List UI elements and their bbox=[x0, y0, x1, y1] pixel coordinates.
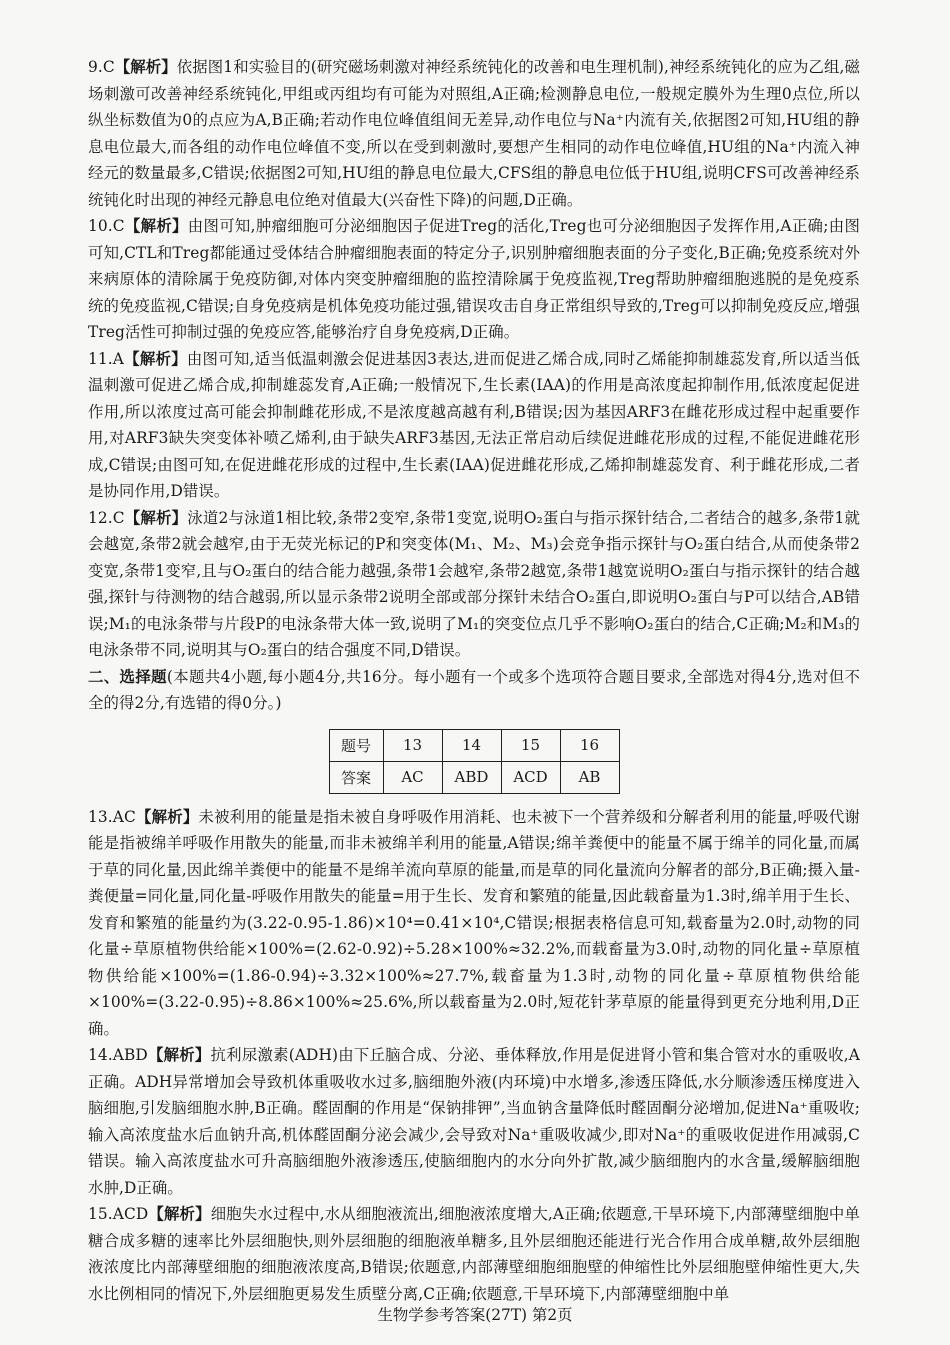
answer-table-answer-row bbox=[329, 761, 619, 793]
table-cell: ACD bbox=[501, 761, 560, 793]
table-cell: 13 bbox=[383, 729, 442, 761]
page-footer: 生物学参考答案(27T) 第2页 bbox=[377, 1306, 573, 1324]
explanation-item-12: 12.C【解析】泳道2与泳道1相比较,条带2变窄,条带1变宽,说明O₂蛋白与指示探针结合,二者结合的越多,条带1就会越宽,条带2就会越窄,由于无荧光标记的P和突变体(M₁、M₂、M₃)会竞争指示探针与O₂蛋白结合,从而使条带2变宽,条带1变窄,且与O₂蛋白的结合能力越强,条带1会越窄,条带2越宽,条带1越宽说明O₂蛋白与指示探针的结合越强,探针与待测物的结合越弱,所以显示条带2说明全部或部分探针未结合O₂蛋白,即说明O₂蛋白与P可以结合,AB错误;M₁的电泳条带与片段P的电泳条带大体一致,说明了M₁的突变位点几乎不影响O₂蛋白的结合,C正确;M₂和M₃的电泳条带不同,说明其与O₂蛋白的结合强度不同,D错误。 bbox=[88, 508, 861, 659]
explanation-text: 依据图1和实验目的(研究磁场刺激对神经系统钝化的改善和电生理机制),神经系统钝化的应为乙组,磁场刺激可改善神经系统钝化,甲组或丙组均有可能为对照组,A正确;检测静息电位,一般规定膜外为生理0点位,所以纵坐标数值为0的点应为A,B正确;若动作电位峰值组间无差异,动作电位与Na⁺内流有关,依据图2可知,HU组的静息电位最大,而各组的动作电位峰值不变,所以在受到刺激时,要想产生相同的动作电位峰值,HU组的Na⁺内流入神经元的数量最多,C错误;依据图2可知,HU组的静息电位最大,CFS组的静息电位低于HU组,说明CFS可改善神经系统钝化时出现的神经元静息电位绝对值最大(兴奋性下降)的问题,D正确。 bbox=[88, 58, 860, 209]
table-cell: AC bbox=[383, 761, 442, 793]
answer-table-header-row bbox=[329, 729, 619, 761]
table-answer-label: 答案 bbox=[329, 761, 383, 793]
explanation-item-11: 11.A【解析】由图可知,适当低温刺激会促进基因3表达,进而促进乙烯合成,同时乙烯能抑制雄蕊发育,所以适当低温刺激可促进乙烯合成,抑制雄蕊发育,A正确;一般情况下,生长素(IAA)的作用是高浓度起抑制作用,低浓度起促进作用,所以浓度过高可能会抑制雌花形成,不是浓度越高越有利,B错误;因为基因ARF3在雌花形成过程中起重要作用,对ARF3缺失突变体补喷乙烯利,由于缺失ARF3基因,无法正常启动后续促进雌花形成的过程,不能促进雌花形成,C错误;由图可知,在促进雌花形成的过程中,生长素(IAA)促进雌花形成,乙烯抑制雄蕊发育、利于雌花形成,二者是协同作用,D错误。 bbox=[88, 349, 860, 500]
table-cell: ABD bbox=[442, 761, 501, 793]
explanation-item-10: 10.C【解析】由图可知,肿瘤细胞可分泌细胞因子促进Treg的活化,Treg也可分泌细胞因子发挥作用,A正确;由图可知,CTL和Treg都能通过受体结合肿瘤细胞表面的特定分子,识别肿瘤细胞表面的分子变化,B正确;免疫系统对外来病原体的清除属于免疫防御,对体内突变肿瘤细胞的监控清除属于免疫监视,Treg帮助肿瘤细胞逃脱的是免疫系统的免疫监视,C错误;自身免疫病是机体免疫功能过强,错误攻击自身正常组织导致的,Treg可以抑制免疫反应,增强Treg活性可抑制过强的免疫应答,能够治疗自身免疫病,D正确。 bbox=[88, 217, 860, 341]
explanation-item-9: 9.C【解析】依据图1和实验目的(研究磁场刺激对神经系统钝化的改善和电生理机制),神经系统钝化的应为乙组,磁场刺激可改善神经系统钝化,甲组或丙组均有可能为对照组,A正确;检测静息电位,一般规定膜外为生理0点位,所以纵坐标数值为0的点应为A,B正确;若动作电位峰值组间无差异,动作电位与Na⁺内流有关,依据图2可知,HU组的静息电位最大,而各组的动作电位峰值不变,所以在受到刺激时,要想产生相同的动作电位峰值,HU组的Na⁺内流入神经元的数量最多,C错误;依据图2可知,HU组的静息电位最大,CFS组的静息电位低于HU组,说明CFS可改善神经系统钝化时出现的神经元静息电位绝对值最大(兴奋性下降)的问题,D正确。 bbox=[88, 58, 860, 209]
table-cell: 16 bbox=[560, 729, 619, 761]
explanation-text: 未被利用的能量是指未被自身呼吸作用消耗、也未被下一个营养级和分解者利用的能量,呼吸代谢能是指被绵羊呼吸作用散失的能量,而非未被绵羊利用的能量,A错误;绵羊粪便中的能量不属于绵羊的同化量,而属于草的同化量,因此绵羊粪便中的能量不是绵羊流向草原的能量,而是草的同化量流向分解者的部分,B正确;摄入量-粪便量=同化量,同化量-呼吸作用散失的能量=用于生长、发育和繁殖的能量,因此载畜量为1.3时,绵羊用于生长、发育和繁殖的能量约为(3.22-0.95-1.86)×10⁴=0.41×10⁴,C错误;根据表格信息可知,载畜量为2.0时,动物的同化量÷草原植物供给能×100%=(2.62-0.92)÷5.28×100%≈32.2%,而载畜量为3.0时,动物的同化量÷草原植物供给能×100%=(1.86-0.94)÷3.32×100%≈27.7%,载畜量为1.3时,动物的同化量÷草原植物供给能×100%=(3.22-0.95)÷8.86×100%≈25.6%,所以载畜量为2.0时,短花针茅草原的能量得到更充分地利用,D正确。 bbox=[88, 807, 860, 1038]
answer-page bbox=[88, 54, 860, 1307]
table-cell: 15 bbox=[501, 729, 560, 761]
explanation-item-14: 14.ABD【解析】抗利尿激素(ADH)由下丘脑合成、分泌、垂体释放,作用是促进肾小管和集合管对水的重吸收,A正确。ADH异常增加会导致机体重吸收水过多,脑细胞外液(内环境)中水增多,渗透压降低,水分顺渗透压梯度进入脑细胞,引发脑细胞水肿,B正确。醛固酮的作用是“保钠排钾”,当血钠含量降低时醛固酮分泌增加,促进Na⁺重吸收;输入高浓度盐水后血钠升高,机体醛固酮分泌会减少,会导致对Na⁺重吸收减少,即对Na⁺的重吸收促进作用减弱,C错误。输入高浓度盐水可升高脑细胞外液渗透压,使脑细胞内的水分向外扩散,减少脑细胞内的水含量,缓解脑细胞水肿,D正确。 bbox=[88, 1046, 860, 1197]
explanation-text: 由图可知,肿瘤细胞可分泌细胞因子促进Treg的活化,Treg也可分泌细胞因子发挥作用,A正确;由图可知,CTL和Treg都能通过受体结合肿瘤细胞表面的特定分子,识别肿瘤细胞表面的分子变化,B正确;免疫系统对外来病原体的清除属于免疫防御,对体内突变肿瘤细胞的监控清除属于免疫监视,Treg帮助肿瘤细胞逃脱的是免疫系统的免疫监视,C错误;自身免疫病是机体免疫功能过强,错误攻击自身正常组织导致的,Treg可以抑制免疫反应,增强Treg活性可抑制过强的免疫应答,能够治疗自身免疫病,D正确。 bbox=[88, 217, 860, 341]
table-cell: AB bbox=[560, 761, 619, 793]
table-cell: 14 bbox=[442, 729, 501, 761]
explanation-text: 由图可知,适当低温刺激会促进基因3表达,进而促进乙烯合成,同时乙烯能抑制雄蕊发育,所以适当低温刺激可促进乙烯合成,抑制雄蕊发育,A正确;一般情况下,生长素(IAA)的作用是高浓度起抑制作用,低浓度起促进作用,所以浓度过高可能会抑制雌花形成,不是浓度越高越有利,B错误;因为基因ARF3在雌花形成过程中起重要作用,对ARF3缺失突变体补喷乙烯利,由于缺失ARF3基因,无法正常启动后续促进雌花形成的过程,不能促进雌花形成,C错误;由图可知,在促进雌花形成的过程中,生长素(IAA)促进雌花形成,乙烯抑制雄蕊发育、利于雌花形成,二者是协同作用,D错误。 bbox=[88, 349, 860, 500]
explanation-item-15: 15.ACD【解析】细胞失水过程中,水从细胞液流出,细胞液浓度增大,A正确;依题意,干旱环境下,内部薄壁细胞中单糖合成多糖的速率比外层细胞快,则外层细胞的细胞液单糖多,且外层细胞还能进行光合作用合成单糖,故外层细胞液浓度比内部薄壁细胞的细胞液浓度高,B错误;依题意,内部薄壁细胞细胞壁的伸缩性比外层细胞壁伸缩性更大,失水比例相同的情况下,外层细胞更易发生质壁分离,C正确;依题意,干旱环境下,内部薄壁细胞中单 bbox=[88, 1205, 860, 1303]
explanation-text: 抗利尿激素(ADH)由下丘脑合成、分泌、垂体释放,作用是促进肾小管和集合管对水的重吸收,A正确。ADH异常增加会导致机体重吸收水过多,脑细胞外液(内环境)中水增多,渗透压降低,水分顺渗透压梯度进入脑细胞,引发脑细胞水肿,B正确。醛固酮的作用是“保钠排钾”,当血钠含量降低时醛固酮分泌增加,促进Na⁺重吸收;输入高浓度盐水后血钠升高,机体醛固酮分泌会减少,会导致对Na⁺重吸收减少,即对Na⁺的重吸收促进作用减弱,C错误。输入高浓度盐水可升高脑细胞外液渗透压,使脑细胞内的水分向外扩散,减少脑细胞内的水含量,缓解脑细胞水肿,D正确。 bbox=[88, 1046, 860, 1197]
table-header-label: 题号 bbox=[329, 729, 383, 761]
explanation-text: 泳道2与泳道1相比较,条带2变窄,条带1变宽,说明O₂蛋白与指示探针结合,二者结合的越多,条带1就会越宽,条带2就会越窄,由于无荧光标记的P和突变体(M₁、M₂、M₃)会竞争指示探针与O₂蛋白结合,从而使条带2变宽,条带1变窄,且与O₂蛋白的结合能力越强,条带1会越窄,条带2越宽,条带1越宽说明O₂蛋白与指示探针的结合越强,探针与待测物的结合越弱,所以显示条带2说明全部或部分探针未结合O₂蛋白,即说明O₂蛋白与P可以结合,AB错误;M₁的电泳条带与片段P的电泳条带大体一致,说明了M₁的突变位点几乎不影响O₂蛋白的结合,C正确;M₂和M₃的电泳条带不同,说明其与O₂蛋白的结合强度不同,D错误。 bbox=[88, 508, 861, 659]
explanation-text: 细胞失水过程中,水从细胞液流出,细胞液浓度增大,A正确;依题意,干旱环境下,内部薄壁细胞中单糖合成多糖的速率比外层细胞快,则外层细胞的细胞液单糖多,且外层细胞还能进行光合作用合成单糖,故外层细胞液浓度比内部薄壁细胞的细胞液浓度高,B错误;依题意,内部薄壁细胞细胞壁的伸缩性比外层细胞壁伸缩性更大,失水比例相同的情况下,外层细胞更易发生质壁分离,C正确;依题意,干旱环境下,内部薄壁细胞中单 bbox=[88, 1205, 860, 1303]
section-note: (本题共4小题,每小题4分,共16分。每小题有一个或多个选项符合题目要求,全部选对得4分,选对但不全的得2分,有选错的得0分。) bbox=[88, 667, 860, 712]
answer-table bbox=[329, 729, 620, 794]
explanation-item-13: 13.AC【解析】未被利用的能量是指未被自身呼吸作用消耗、也未被下一个营养级和分解者利用的能量,呼吸代谢能是指被绵羊呼吸作用散失的能量,而非未被绵羊利用的能量,A错误;绵羊粪便中的能量不属于绵羊的同化量,而属于草的同化量,因此绵羊粪便中的能量不是绵羊流向草原的能量,而是草的同化量流向分解者的部分,B正确;摄入量-粪便量=同化量,同化量-呼吸作用散失的能量=用于生长、发育和繁殖的能量,因此载畜量为1.3时,绵羊用于生长、发育和繁殖的能量约为(3.22-0.95-1.86)×10⁴=0.41×10⁴,C错误;根据表格信息可知,载畜量为2.0时,动物的同化量÷草原植物供给能×100%=(2.62-0.92)÷5.28×100%≈32.2%,而载畜量为3.0时,动物的同化量÷草原植物供给能×100%=(1.86-0.94)÷3.32×100%≈27.7%,载畜量为1.3时,动物的同化量÷草原植物供给能×100%=(3.22-0.95)÷8.86×100%≈25.6%,所以载畜量为2.0时,短花针茅草原的能量得到更充分地利用,D正确。 bbox=[88, 807, 860, 1038]
section-heading: 二、选择题(本题共4小题,每小题4分,共16分。每小题有一个或多个选项符合题目要求,全部选对得4分,选对但不全的得2分,有选错的得0分。) bbox=[88, 667, 860, 712]
